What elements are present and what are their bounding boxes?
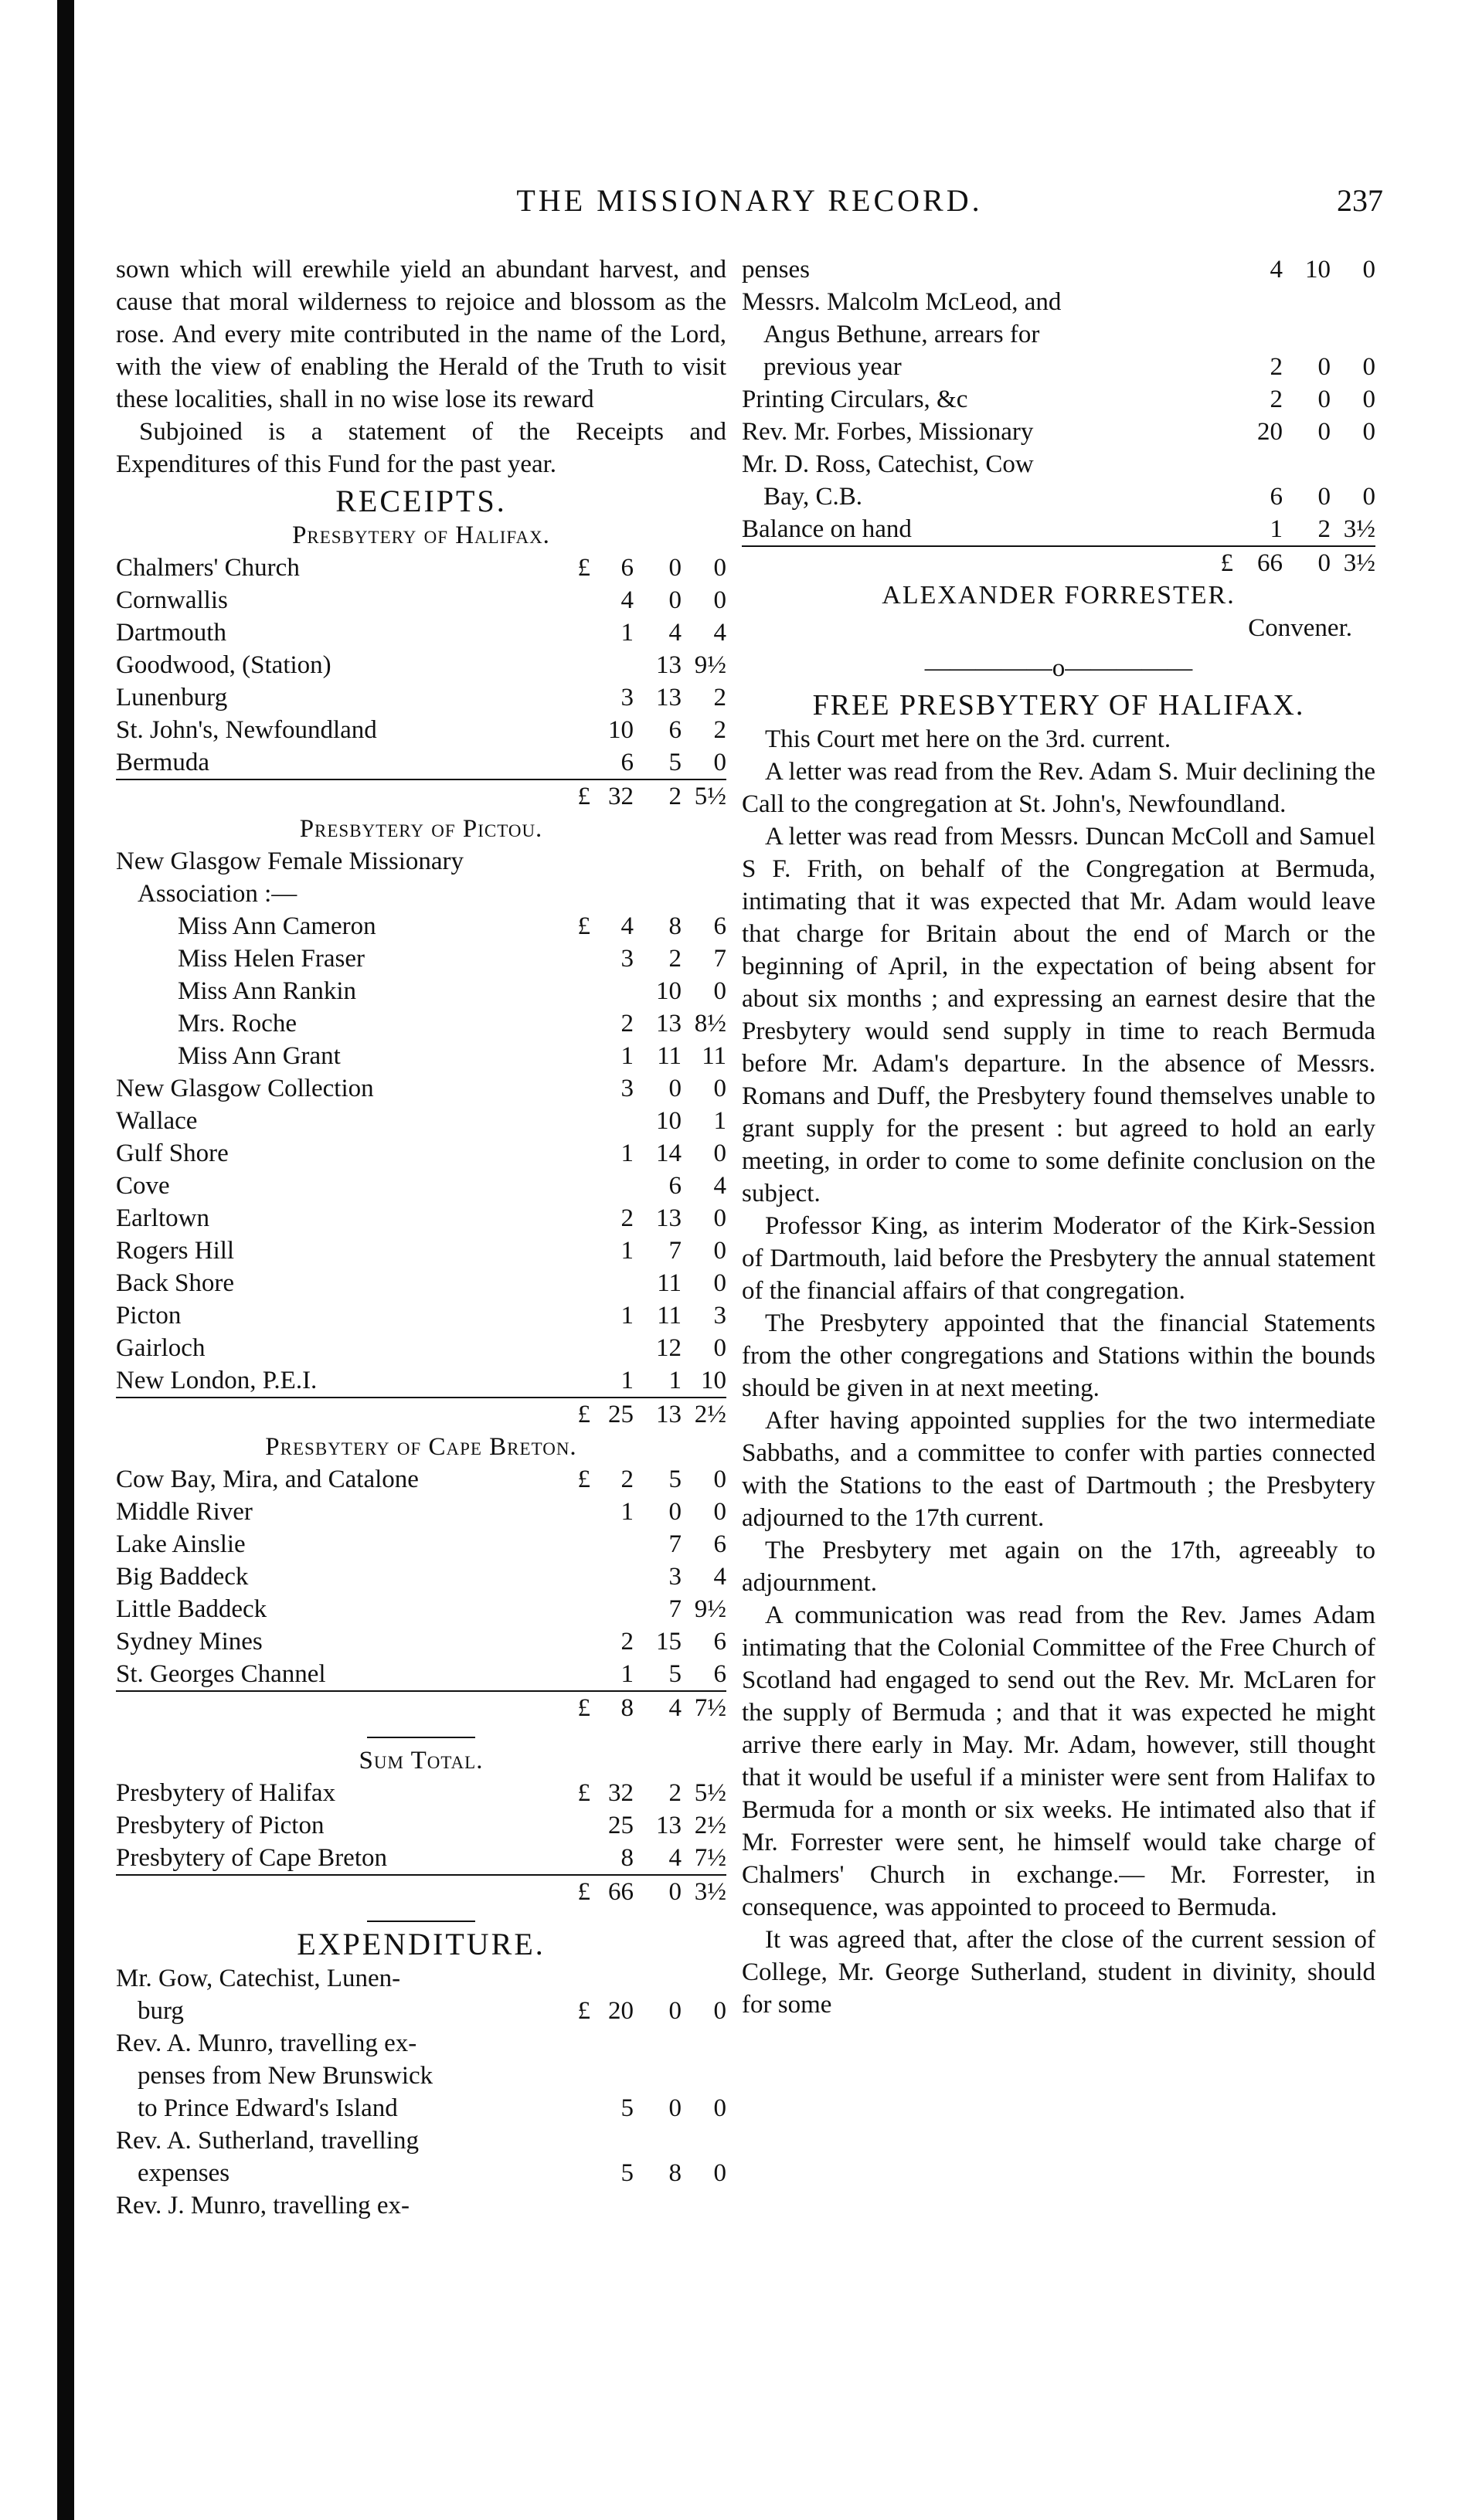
page-number: 237 bbox=[1337, 183, 1383, 218]
ledger-row: Cow Bay, Mira, and Catalone £ 2 5 0 bbox=[116, 1465, 726, 1493]
expenditure-row: Mr. Gow, Catechist, Lunen- bbox=[116, 1965, 401, 1992]
minutes-text bbox=[742, 723, 1375, 2021]
ledger-row: New Glasgow Collection 3 0 0 bbox=[116, 1075, 726, 1102]
ledger-row: Goodwood, (Station) 13 9½ bbox=[116, 651, 726, 679]
divider-rule bbox=[367, 1737, 475, 1738]
ledger-row: Lake Ainslie 7 6 bbox=[116, 1530, 726, 1558]
ledger-row: penses 4 10 0 bbox=[742, 256, 1375, 284]
ledger-row: St. Georges Channel 1 5 6 bbox=[116, 1660, 726, 1688]
signature: ALEXANDER FORRESTER. bbox=[882, 581, 1236, 610]
ledger-row: Lunenburg 3 13 2 bbox=[116, 684, 726, 712]
ledger-row: Miss Ann Grant 1 11 11 bbox=[178, 1042, 726, 1070]
expenditure-row: expenses 5 8 0 bbox=[138, 2159, 726, 2187]
running-title: THE MISSIONARY RECORD. bbox=[516, 183, 983, 218]
expenditure-row: Rev. J. Munro, travelling ex- bbox=[116, 2192, 410, 2219]
ledger-row: Cornwallis 4 0 0 bbox=[116, 586, 726, 614]
ledger-row: Sydney Mines 2 15 6 bbox=[116, 1628, 726, 1656]
convener-label: Convener. bbox=[1248, 614, 1352, 642]
ledger-row: Wallace 10 1 bbox=[116, 1107, 726, 1135]
minutes-paragraph: The Presbytery met again on the 17th, agreeably to adjournment. bbox=[742, 1537, 1375, 1597]
minutes-paragraph: It was agreed that, after the close of the current session of College, Mr. George Sutherland, student in divinity, should for some bbox=[742, 1926, 1375, 2019]
minutes-paragraph: A communication was read from the Rev. James Adam intimating that the Colonial Committee of the Free Church of Scotland had engaged to send out the Rev. Mr. McLaren for the supply of Bermuda ; and that it was expected he might arrive there early in May. Mr. Adam, however, still thought that it would be useful if a minister were sent from Halifax to Bermuda for a month or six weeks. He intimated also that if Mr. Forrester were sent, he himself would take charge of Chalmers' Church in exchange.— Mr. Forrester, in consequence, was appointed to proceed to Bermuda. bbox=[742, 1601, 1375, 1921]
halifax-heading: Presbytery of Halifax. bbox=[292, 521, 550, 549]
ledger-row: Messrs. Malcolm McLeod, and bbox=[742, 288, 1062, 316]
halifax-total-row: £ 32 2 5½ bbox=[116, 779, 726, 813]
pictou-heading: Presbytery of Pictou. bbox=[299, 815, 543, 843]
subjoined-paragraph: Subjoined is a statement of the Receipts and Expenditures of this Fund for the past year. bbox=[116, 418, 726, 478]
expenditure-heading: EXPENDITURE. bbox=[297, 1927, 546, 1961]
sum-total-row: £ 66 0 3½ bbox=[116, 1875, 726, 1908]
cape-breton-heading: Presbytery of Cape Breton. bbox=[265, 1433, 577, 1461]
divider-rule bbox=[367, 1921, 475, 1922]
sum-total-heading: Sum Total. bbox=[359, 1747, 484, 1775]
association-line-1: New Glasgow Female Missionary bbox=[116, 847, 464, 875]
ledger-row: Angus Bethune, arrears for bbox=[763, 321, 1040, 348]
cape-breton-receipts-table bbox=[116, 1463, 726, 1724]
ledger-row: New London, P.E.I. 1 1 10 bbox=[116, 1367, 726, 1394]
expenditure-row: burg £ 20 0 0 bbox=[138, 1997, 726, 2025]
ledger-row: Cove 6 4 bbox=[116, 1172, 726, 1200]
ledger-row: Printing Circulars, &c 2 0 0 bbox=[742, 385, 1375, 413]
page-edge-shadow bbox=[57, 0, 74, 2520]
ledger-row: Gairloch 12 0 bbox=[116, 1334, 726, 1362]
expenditure-row: Rev. A. Sutherland, travelling bbox=[116, 2127, 419, 2155]
ledger-row: Big Baddeck 3 4 bbox=[116, 1563, 726, 1591]
ledger-row: Little Baddeck 7 9½ bbox=[116, 1595, 726, 1623]
minutes-paragraph: Professor King, as interim Moderator of the Kirk-Session of Dartmouth, laid before the Presbytery the annual statement of the financial affairs of that congregation. bbox=[742, 1212, 1375, 1305]
minutes-paragraph: A letter was read from the Rev. Adam S. Muir declining the Call to the congregation at St. John's, Newfoundland. bbox=[742, 758, 1375, 818]
ledger-row: Chalmers' Church £ 6 0 0 bbox=[116, 554, 726, 582]
ledger-row: previous year 2 0 0 bbox=[763, 353, 1375, 381]
minutes-paragraph: After having appointed supplies for the two intermediate Sabbaths, and a committee to confer with parties connected with the Stations to the east of Dartmouth ; the Presbytery adjourned to the 17th current. bbox=[742, 1407, 1375, 1532]
ledger-row: Miss Ann Cameron £ 4 8 6 bbox=[178, 912, 726, 940]
sum-total-table bbox=[116, 1777, 726, 1908]
ledger-row: Presbytery of Cape Breton 8 4 7½ bbox=[116, 1844, 726, 1872]
ledger-row: Rev. Mr. Forbes, Missionary 20 0 0 bbox=[742, 418, 1375, 446]
ledger-row: Bermuda 6 5 0 bbox=[116, 749, 726, 776]
halifax-receipts-table bbox=[116, 552, 726, 813]
ledger-row: Balance on hand 1 2 3½ bbox=[742, 515, 1375, 543]
free-presbytery-heading: FREE PRESBYTERY OF HALIFAX. bbox=[812, 689, 1305, 722]
ledger-row: Mrs. Roche 2 13 8½ bbox=[178, 1010, 726, 1038]
minutes-paragraph: The Presbytery appointed that the financial Statements from the other congregations and Stations within the bounds should be given in at next meeting. bbox=[742, 1309, 1375, 1402]
association-line-2: Association :— bbox=[138, 880, 297, 908]
ledger-row: Miss Helen Fraser 3 2 7 bbox=[178, 945, 726, 973]
pictou-total-row: £ 25 13 2½ bbox=[116, 1398, 726, 1431]
expenditure-row: Rev. A. Munro, travelling ex- bbox=[116, 2029, 417, 2057]
ledger-row: St. John's, Newfoundland 10 6 2 bbox=[116, 716, 726, 744]
ledger-row: Bay, C.B. 6 0 0 bbox=[763, 483, 1375, 511]
ledger-row: Earltown 2 13 0 bbox=[116, 1204, 726, 1232]
right-column bbox=[742, 253, 1375, 2021]
ledger-row: Presbytery of Halifax £ 32 2 5½ bbox=[116, 1779, 726, 1807]
left-column bbox=[116, 253, 726, 2222]
ledger-row: Miss Ann Rankin 10 0 bbox=[178, 977, 726, 1005]
minutes-paragraph: A letter was read from Messrs. Duncan McColl and Samuel S F. Frith, on behalf of the Congregation at Bermuda, intimating that it was expected that Mr. Adam would leave that charge for Britain about the end of March or the beginning of April, in the expectation of being absent for about six months ; and expressing an earnest desire that the Presbytery would send supply in time to reach Bermuda before Mr. Adam's departure. In the absence of Messrs. Romans and Duff, the Presbytery found themselves unable to grant supply for the present : but agreed to hold an early meeting, in order to come to some definite conclusion on the subject. bbox=[742, 823, 1375, 1207]
ledger-row: Gulf Shore 1 14 0 bbox=[116, 1139, 726, 1167]
cape-breton-total-row: £ 8 4 7½ bbox=[116, 1691, 726, 1724]
expenditure-table bbox=[116, 1962, 726, 2222]
ledger-row: Presbytery of Picton 25 13 2½ bbox=[116, 1812, 726, 1839]
expenditure-total-row: £ 66 0 3½ bbox=[742, 546, 1375, 579]
ledger-row: Back Shore 11 0 bbox=[116, 1269, 726, 1297]
expenditure-row: penses from New Brunswick bbox=[138, 2062, 433, 2090]
section-ornament: —————o————— bbox=[924, 654, 1193, 682]
expenditure-continued-table bbox=[742, 253, 1375, 579]
ledger-row: Rogers Hill 1 7 0 bbox=[116, 1237, 726, 1265]
receipts-heading: RECEIPTS. bbox=[335, 484, 507, 518]
ledger-row: Middle River 1 0 0 bbox=[116, 1498, 726, 1526]
intro-paragraph: sown which will erewhile yield an abundant harvest, and cause that moral wilderness to rejoice and blossom as the rose. And every mite contributed in the name of the Lord, with the view of enabling the Herald of the Truth to visit these localities, shall in no wise lose its reward bbox=[116, 256, 726, 413]
ledger-row: Mr. D. Ross, Catechist, Cow bbox=[742, 450, 1034, 478]
ledger-row: Picton 1 11 3 bbox=[116, 1302, 726, 1330]
pictou-receipts-table bbox=[116, 845, 726, 1431]
minutes-paragraph: This Court met here on the 3rd. current. bbox=[765, 725, 1171, 753]
expenditure-row: to Prince Edward's Island 5 0 0 bbox=[138, 2094, 726, 2122]
page-header bbox=[116, 182, 1383, 229]
ledger-row: Dartmouth 1 4 4 bbox=[116, 619, 726, 647]
